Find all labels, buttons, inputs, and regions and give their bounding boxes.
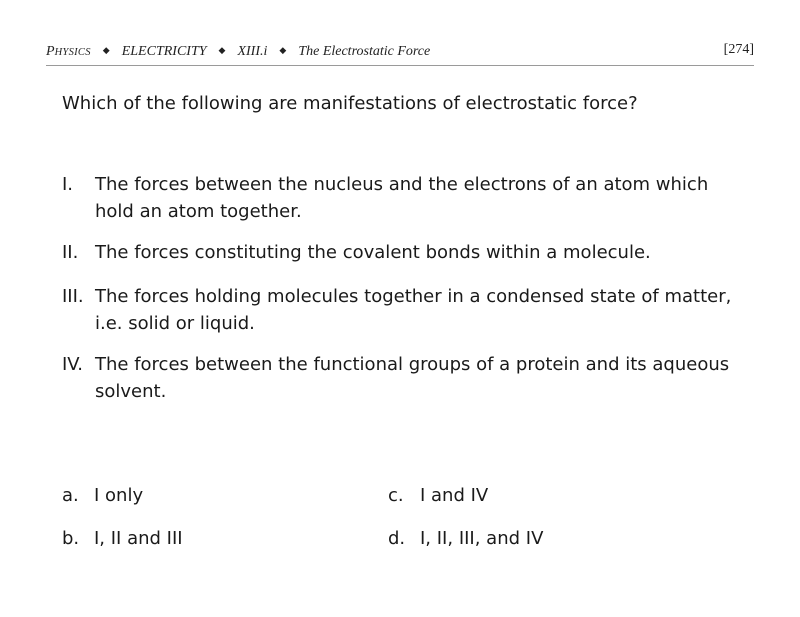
header-divider — [46, 65, 754, 66]
statement-item — [62, 351, 752, 405]
answer-option-a[interactable] — [62, 484, 143, 508]
statement-item — [62, 283, 752, 337]
answer-text: I, II, III, and IV — [420, 528, 544, 549]
diamond-separator-icon: ◆ — [279, 44, 287, 55]
answer-letter: c. — [388, 485, 404, 506]
answer-option-b[interactable] — [62, 527, 183, 551]
statement-text: The forces holding molecules together in a condensed state of matter, i.e. solid or liquid. — [95, 286, 732, 334]
statement-item — [62, 239, 752, 266]
diamond-separator-icon: ◆ — [102, 44, 110, 55]
statement-text: The forces between the nucleus and the electrons of an atom which hold an atom together. — [95, 174, 709, 222]
breadcrumb-subject: PHYSICS — [46, 44, 91, 59]
breadcrumb-section: XIII.i — [237, 44, 268, 59]
answer-letter: a. — [62, 485, 79, 506]
breadcrumb — [46, 44, 430, 60]
statement-item — [62, 171, 752, 225]
answer-letter: b. — [62, 528, 80, 549]
statement-list — [62, 171, 752, 405]
statement-numeral: II. — [62, 242, 79, 263]
page-number: [274] — [723, 42, 754, 57]
breadcrumb-topic: The Electrostatic Force — [298, 44, 431, 59]
page-header — [46, 44, 754, 64]
answer-option-c[interactable] — [388, 484, 488, 508]
question-text: Which of the following are manifestations of electrostatic force? — [62, 93, 638, 114]
answer-text: I, II and III — [94, 528, 183, 549]
diamond-separator-icon: ◆ — [218, 44, 226, 55]
statement-numeral: IV. — [62, 354, 84, 375]
statement-numeral: I. — [62, 174, 74, 195]
answer-letter: d. — [388, 528, 406, 549]
breadcrumb-chapter: ELECTRICITY — [121, 44, 207, 59]
answer-text: I and IV — [420, 485, 489, 506]
statement-text: The forces constituting the covalent bonds within a molecule. — [95, 242, 651, 263]
statement-numeral: III. — [62, 286, 84, 307]
answer-text: I only — [94, 485, 144, 506]
answer-option-d[interactable] — [388, 527, 543, 551]
statement-text: The forces between the functional groups of a protein and its aqueous solvent. — [95, 354, 730, 402]
